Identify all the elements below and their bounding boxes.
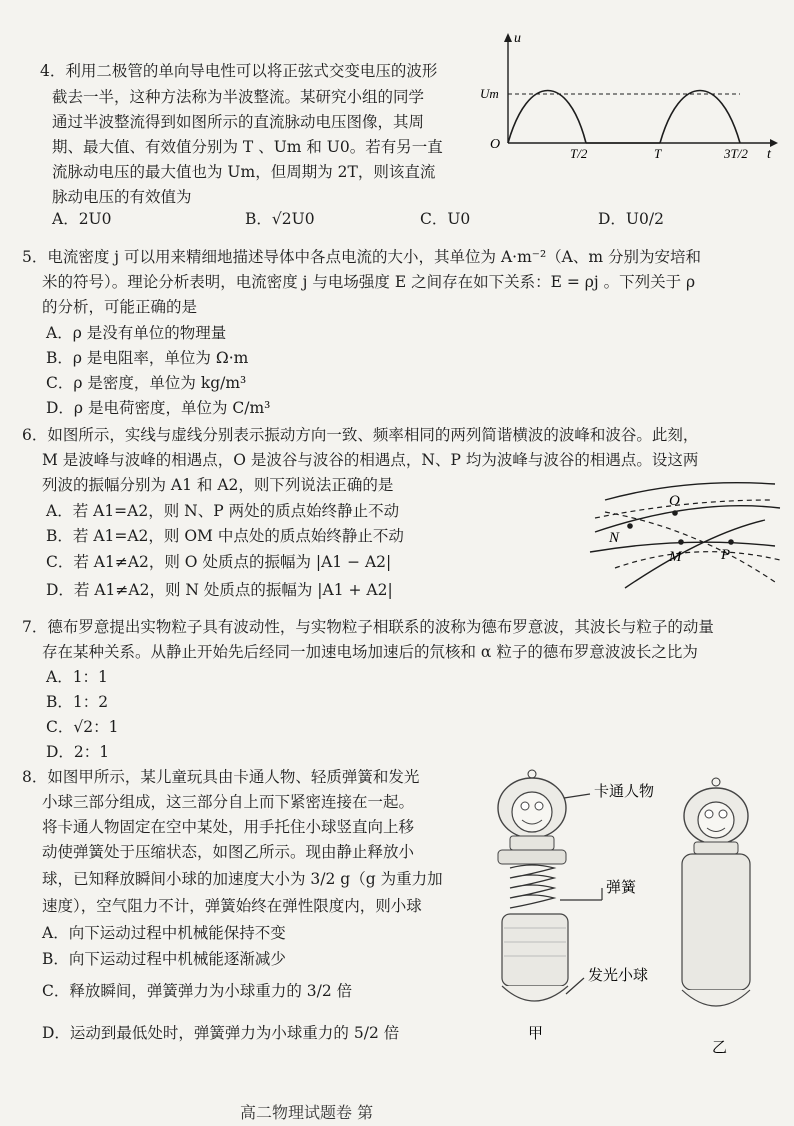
q7-option-b: B．1：2 xyxy=(46,693,109,711)
q4-line-4: 期、最大值、有效值分别为 T 、Um 和 U0。若有另一直 xyxy=(52,138,443,156)
q4-option-d: D．U0/2 xyxy=(598,210,664,228)
q4-option-b: B．√2U0 xyxy=(245,210,315,228)
q6-point-m: M xyxy=(669,549,682,565)
q6-point-p: P xyxy=(721,547,731,563)
q8-line-2: 小球三部分组成，这三部分自上而下紧密连接在一起。 xyxy=(42,793,415,811)
q6-option-a: A．若 A1=A2，则 N、P 两处的质点始终静止不动 xyxy=(46,502,400,520)
label-figure-a: 甲 xyxy=(528,1026,544,1042)
q6-line-3: 列波的振幅分别为 A1 和 A2，则下列说法正确的是 xyxy=(42,476,394,494)
q8-line-4: 动使弹簧处于压缩状态，如图乙所示。现由静止释放小 xyxy=(42,843,415,861)
q6-option-d: D．若 A1≠A2，则 N 处质点的振幅为 |A1 + A2| xyxy=(46,581,393,599)
q4-line-2: 截去一半，这种方法称为半波整流。某研究小组的同学 xyxy=(52,88,425,106)
q5-option-a: A．ρ 是没有单位的物理量 xyxy=(46,324,227,342)
q4-line-6: 脉动电压的有效值为 xyxy=(52,188,192,206)
q8-line-6: 速度），空气阻力不计，弹簧始终在弹性限度内，则小球 xyxy=(42,897,422,915)
page-footer: 高二物理试题卷 第 xyxy=(240,1103,374,1122)
q5-line-1: 5．电流密度 j 可以用来精细地描述导体中各点电流的大小，其单位为 A·m⁻²（A、m 分别为安培和 xyxy=(22,248,701,266)
q6-point-n: N xyxy=(609,530,620,546)
q8-option-c: C．释放瞬间，弹簧弹力为小球重力的 3/2 倍 xyxy=(42,982,353,1000)
q8-option-b: B．向下运动过程中机械能逐渐减少 xyxy=(42,950,286,968)
q5-line-2: 米的符号）。理论分析表明，电流密度 j 与电场强度 E 之间存在如下关系：E = ρj 。下列关于 ρ xyxy=(42,273,696,291)
q7-line-2: 存在某种关系。从静止开始先后经同一加速电场加速后的氘核和 α 粒子的德布罗意波波长之比为 xyxy=(42,643,698,661)
q6-point-o: O xyxy=(669,493,680,509)
q4-option-c: C．U0 xyxy=(420,210,471,228)
q8-line-3: 将卡通人物固定在空中某处，用手托住小球竖直向上移 xyxy=(42,818,415,836)
q4-line-1: 4．利用二极管的单向导电性可以将正弦式交变电压的波形 xyxy=(40,62,438,80)
label-spring: 弹簧 xyxy=(606,880,637,896)
q7-option-a: A．1：1 xyxy=(46,668,108,686)
toy-figure-b xyxy=(682,778,750,1006)
q4-line-3: 通过半波整流得到如图所示的直流脉动电压图像，其周 xyxy=(52,113,425,131)
q5-option-b: B．ρ 是电阻率，单位为 Ω·m xyxy=(46,349,249,367)
q7-line-1: 7．德布罗意提出实物粒子具有波动性，与实物粒子相联系的波称为德布罗意波，其波长与粒子的动量 xyxy=(22,618,714,636)
label-cartoon-figure: 卡通人物 xyxy=(594,784,655,800)
q7-option-d: D．2：1 xyxy=(46,743,110,761)
label-glowing-ball: 发光小球 xyxy=(588,968,649,984)
q8-line-5: 球，已知释放瞬间小球的加速度大小为 3/2 g（g 为重力加 xyxy=(42,870,443,888)
q8-option-d: D．运动到最低处时，弹簧弹力为小球重力的 5/2 倍 xyxy=(42,1024,400,1042)
q7-option-c: C．√2：1 xyxy=(46,718,119,736)
q4-origin-label: O xyxy=(490,137,501,152)
q4-y-axis-label: u xyxy=(514,31,521,46)
q4-voltage-graph xyxy=(478,28,778,168)
toy-figure-a xyxy=(498,770,568,1001)
label-figure-b: 乙 xyxy=(712,1040,728,1056)
q4-peak-label: Um xyxy=(480,86,499,101)
q8-toy-figure xyxy=(480,760,780,1060)
q4-tick-3half-t: 3T/2 xyxy=(724,146,748,161)
q4-line-5: 流脉动电压的最大值也为 Um，但周期为 2T，则该直流 xyxy=(52,163,436,181)
q8-option-a: A．向下运动过程中机械能保持不变 xyxy=(42,924,286,942)
q8-line-1: 8．如图甲所示，某儿童玩具由卡通人物、轻质弹簧和发光 xyxy=(22,768,420,786)
q5-option-d: D．ρ 是电荷密度，单位为 C/m³ xyxy=(46,399,271,417)
q6-wave-diagram xyxy=(585,470,785,595)
q6-line-1: 6．如图所示，实线与虚线分别表示振动方向一致、频率相同的两列简谐横波的波峰和波谷。此刻， xyxy=(22,426,699,444)
q6-option-b: B．若 A1=A2，则 OM 中点处的质点始终静止不动 xyxy=(46,527,404,545)
q6-line-2: M 是波峰与波峰的相遇点，O 是波谷与波谷的相遇点，N、P 均为波峰与波谷的相遇点。设这两 xyxy=(42,451,699,469)
q4-tick-t: T xyxy=(654,146,662,161)
q5-line-3: 的分析，可能正确的是 xyxy=(42,298,198,316)
q4-option-a: A．2U0 xyxy=(52,210,112,228)
q6-option-c: C．若 A1≠A2，则 O 处质点的振幅为 |A1 − A2| xyxy=(46,553,392,571)
q4-x-axis-label: t xyxy=(767,147,771,162)
q4-tick-half-t: T/2 xyxy=(570,146,588,161)
q5-option-c: C．ρ 是密度，单位为 kg/m³ xyxy=(46,374,247,392)
